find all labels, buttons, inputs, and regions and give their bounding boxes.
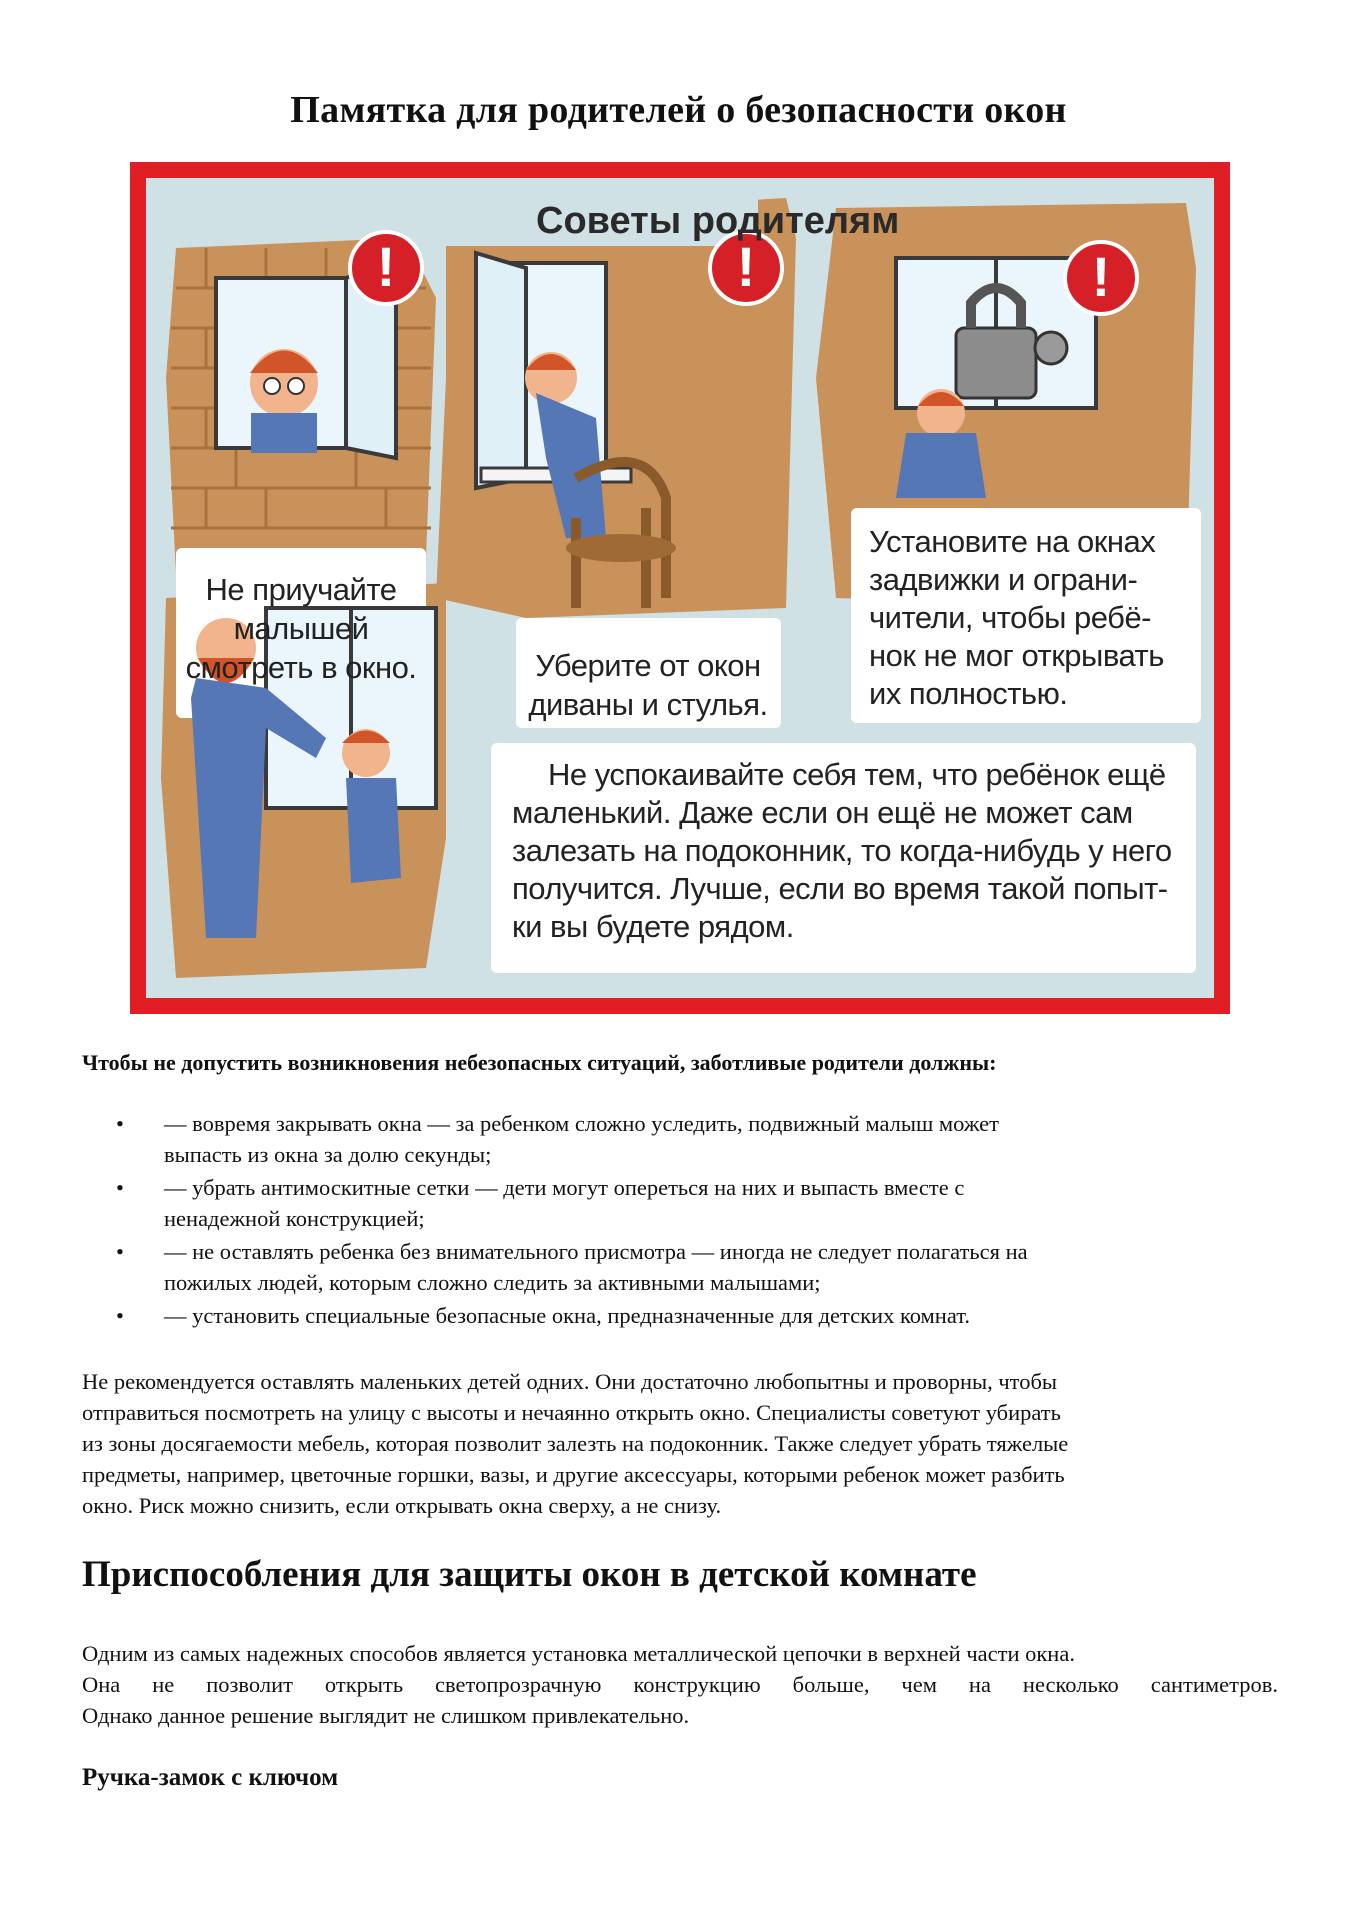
bullet-list <box>82 1108 1282 1333</box>
lead-sentence: Чтобы не допустить возникновения небезопасных ситуаций, заботливые родители должны: <box>82 1050 997 1075</box>
poster-canvas <box>146 178 1214 998</box>
paragraph-2: Одним из самых надежных способов является установка металлической цепочки в верхней части окна. Она не позволит открыть светопрозрачную конструкцию больше, чем на несколько сантиметров. Однако данное решение выглядит не слишком привлекательно. <box>82 1641 1278 1728</box>
section-heading: Приспособления для защиты окон в детской комнате <box>82 1554 977 1595</box>
paragraph-1: Не рекомендуется оставлять маленьких детей одних. Они достаточно любопытны и проворны, чтобы отправиться посмотреть на улицу с высоты и нечаянно открыть окно. Специалисты советуют убирать из зоны досягаемости мебель, которая позволит залезть на подоконник. Также следует убрать тяжелые предметы, например, цветочные горшки, вазы, и другие аксессуары, которыми ребенок может разбить окно. Риск можно снизить, если открывать окна сверху, а не снизу. <box>82 1369 1069 1518</box>
svg-text:!: ! <box>736 235 756 298</box>
svg-text:!: ! <box>1091 245 1111 308</box>
poster-heading: Советы родителям <box>536 200 900 242</box>
bullet-icon: • <box>116 1111 124 1136</box>
list-item: • — установить специальные безопасные окна, предназначенные для детских комнат. <box>82 1300 1282 1331</box>
document-title: Памятка для родителей о безопасности окон <box>290 89 1067 131</box>
list-item: • — вовремя закрывать окна — за ребенком сложно уследить, подвижный малыш может выпасть из окна за долю секунды; <box>82 1108 1282 1170</box>
list-item: • — не оставлять ребенка без внимательного присмотра — иногда не следует полагаться на пожилых людей, которым сложно следить за активными малышами; <box>82 1236 1282 1298</box>
svg-text:!: ! <box>376 235 396 298</box>
padlock-icon <box>956 328 1036 398</box>
safety-poster <box>130 162 1230 1014</box>
list-item: • — убрать антимоскитные сетки — дети могут опереться на них и выпасть вместе с ненадежной конструкцией; <box>82 1172 1282 1234</box>
bullet-icon: • <box>116 1175 124 1200</box>
bullet-icon: • <box>116 1239 124 1264</box>
tip3-text: Установите на окнах задвижки и ограни- чители, чтобы ребё- нок не мог открывать их полностью. <box>869 524 1164 711</box>
bullet-icon: • <box>116 1303 124 1328</box>
tip4-text: Не успокаивайте себя тем, что ребёнок ещё маленький. Даже если он ещё не может сам залезать на подоконник, то когда-нибудь у него получится. Лучше, если во время такой попыт- ки вы будете рядом. <box>512 757 1172 944</box>
subsection-heading: Ручка-замок с ключом <box>82 1764 339 1791</box>
tip2-text: Уберите от окон диваны и стулья. <box>528 648 768 722</box>
tip1-text: Не приучайте малышей смотреть в окно. <box>185 572 417 685</box>
